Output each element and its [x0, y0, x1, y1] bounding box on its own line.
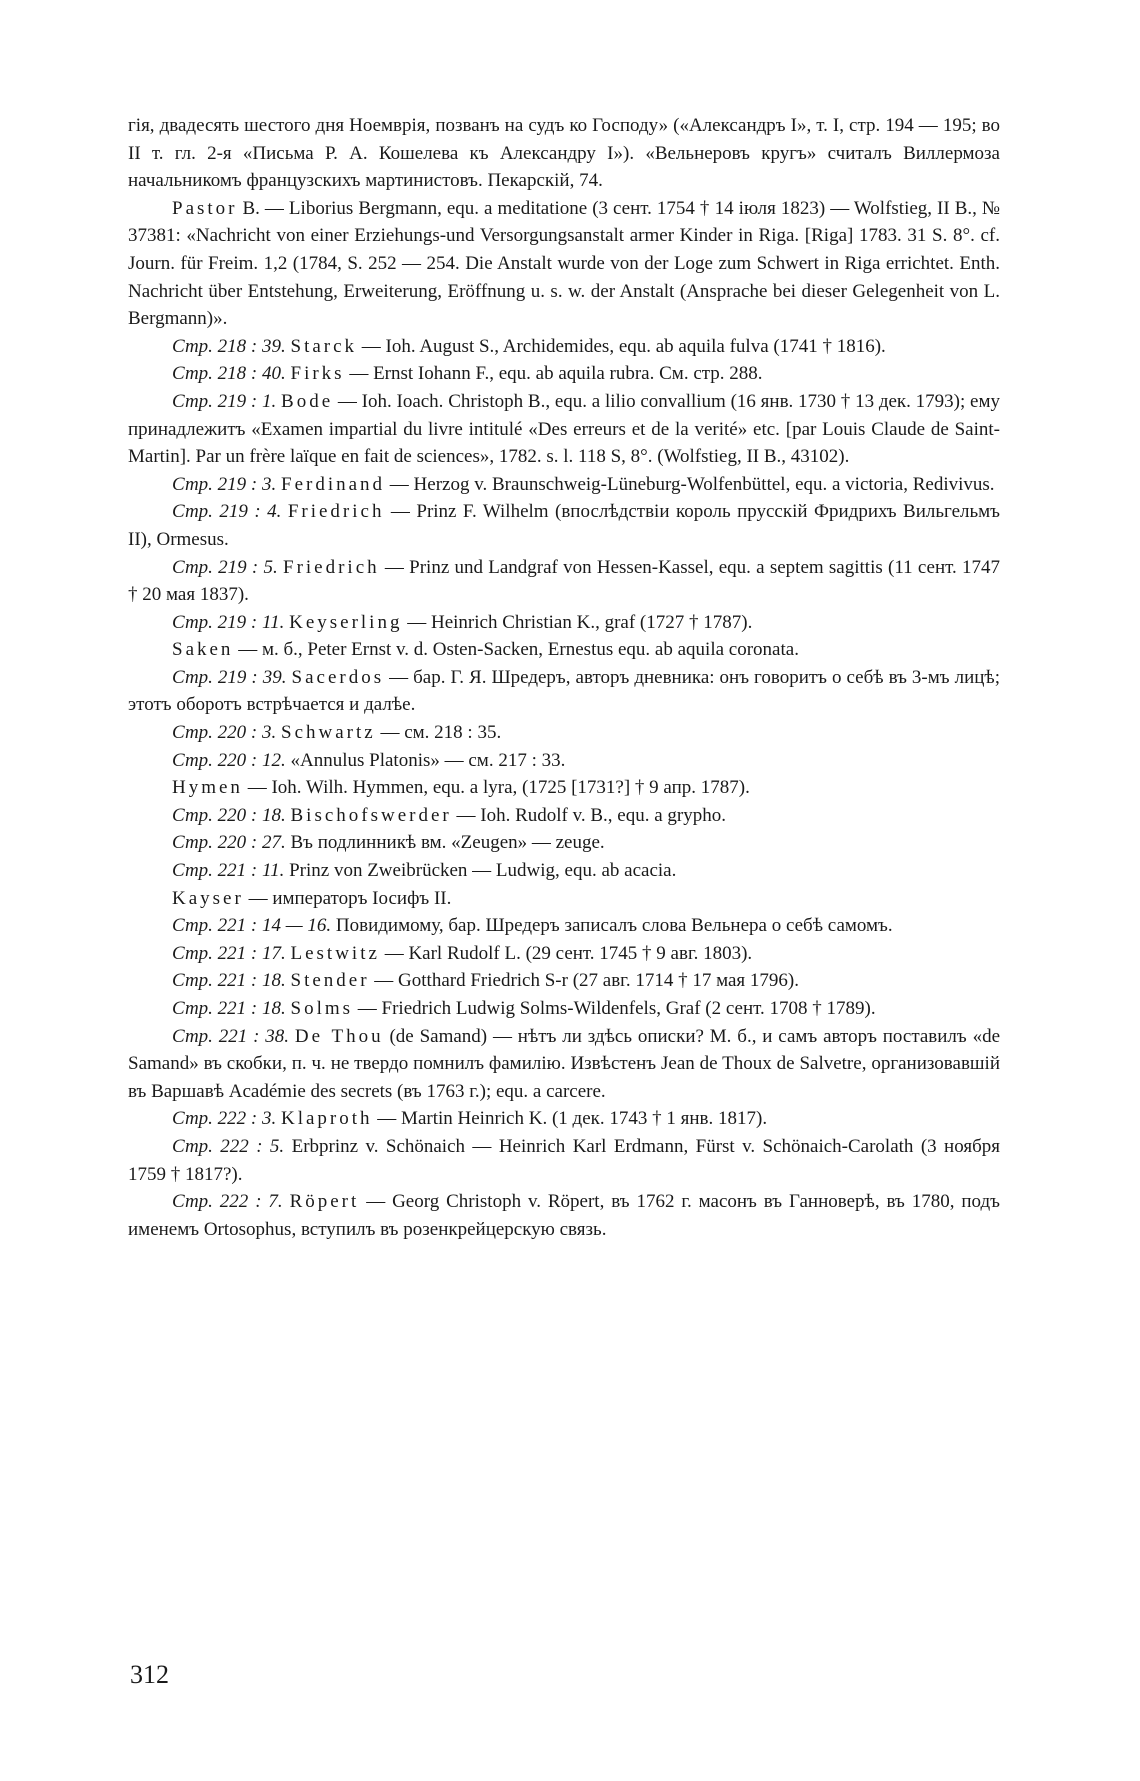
entry-text: — Karl Rudolf L. (29 сент. 1745 † 9 авг. 1803).	[379, 942, 753, 964]
page-reference: Стр. 222 : 3.	[172, 1108, 277, 1130]
paragraph	[128, 747, 1000, 775]
paragraph	[128, 885, 1000, 913]
paragraph	[128, 333, 1000, 361]
page-reference: Стр. 222 : 7.	[172, 1191, 283, 1213]
entry-name: Friedrich	[283, 556, 380, 578]
entry-text: — Ernst Iohann F., equ. ab aquila rubra. См. стр. 288.	[344, 363, 763, 385]
paragraph	[128, 1023, 1000, 1106]
entry-text: — Prinz und Landgraf von Hessen-Kassel, equ. a septem sagittis (11 сент. 1747 † 20 мая 1837).	[128, 556, 1001, 606]
entry-name: Sacerdos	[291, 666, 385, 688]
entry-text: Повидимому, бар. Шредеръ записалъ слова Вельнера о себѣ самомъ.	[335, 915, 893, 937]
page-reference: Стр. 221 : 18.	[172, 998, 286, 1019]
paragraph	[128, 829, 1000, 857]
entry-name: Lestwitz	[290, 942, 380, 964]
entry-text: — Herzog v. Braunschweig-Lüneburg-Wolfenbüttel, equ. a victoria, Redivivus.	[385, 473, 995, 495]
entry-name: Saken	[172, 639, 234, 661]
entry-text: — см. 218 : 35.	[375, 722, 502, 744]
paragraph	[128, 802, 1000, 830]
entry-text: — Gotthard Friedrich S-r (27 авг. 1714 † 17 мая 1796).	[369, 970, 799, 992]
entry-text: гія, двадесять шестого дня Ноемврія, позванъ на судъ ко Господу» («Александръ I», т. I, стр. 194 — 195; во II т. гл. 2-я «Письма Р. А. Кошелева къ Александру I»). «Вельнеровъ кругъ» считалъ Виллермоза начальникомъ французскихъ мартинистовъ. Пекарскій, 74.	[128, 115, 1000, 192]
page-reference: Стр. 221 : 17.	[172, 942, 286, 964]
entry-name: De Thou	[294, 1025, 384, 1047]
entry-text: Erbprinz v. Schönaich — Heinrich Karl Erdmann, Fürst v. Schönaich-Carolath (3 ноября 1759 † 1817?).	[128, 1135, 1000, 1185]
entry-name: Klaproth	[281, 1108, 373, 1130]
page-reference: Стр. 221 : 11.	[172, 860, 285, 882]
page-reference: Стр. 219 : 5.	[172, 556, 278, 578]
page-reference: Стр. 220 : 3.	[172, 722, 277, 744]
entry-name: Pastor	[172, 197, 238, 219]
paragraph	[128, 554, 1000, 609]
entry-name: Keyserling	[289, 611, 403, 633]
entry-name: Firks	[290, 363, 345, 385]
paragraph	[128, 967, 1000, 995]
paragraph	[128, 609, 1000, 637]
entry-name: Stender	[290, 970, 370, 992]
paragraph	[128, 360, 1000, 388]
entry-text: «Annulus Platonis» — см. 217 : 33.	[290, 749, 566, 771]
page-body-text	[128, 112, 1000, 1243]
page-number: 312	[130, 1660, 169, 1689]
entry-name: Bischofswerder	[290, 804, 452, 826]
paragraph	[128, 774, 1000, 802]
entry-text: (de Samand) — нѣтъ ли здѣсь описки? М. б., и самъ авторъ поставилъ «de Samand» въ скобки, п. ч. не твердо помнилъ фамилію. Извѣстенъ Jean de Thoux de Salvetre, организовавшій въ Варшавѣ Académie des secrets (въ 1763 г.); equ. a carcere.	[128, 1025, 1001, 1102]
entry-text: — Ioh. Rudolf v. B., equ. a grypho.	[451, 804, 726, 826]
paragraph	[128, 195, 1000, 333]
page-reference: Стр. 220 : 18.	[172, 804, 286, 826]
entry-name: Starck	[290, 335, 358, 357]
page-reference: Стр. 219 : 39.	[172, 666, 287, 688]
page-reference: Стр. 219 : 4.	[172, 501, 282, 523]
page-reference: Стр. 218 : 40.	[172, 363, 286, 385]
page-reference: Стр. 219 : 3.	[172, 473, 277, 495]
paragraph	[128, 1133, 1000, 1188]
paragraph	[128, 636, 1000, 664]
entry-text: — Ioh. Ioach. Christoph B., equ. a lilio convallium (16 янв. 1730 † 13 дек. 1793); ему принадлежитъ «Examen impartial du livre intitulé «Des erreurs et de la verité» etc. [par Louis Claude de Saint-Martin]. Par un frère laïque en fait de sciences», 1782. s. l. 118 S, 8°. (Wolfstieg, II B., 43102).	[128, 390, 1000, 468]
paragraph	[128, 995, 1000, 1023]
paragraph	[128, 498, 1000, 553]
entry-text: — Prinz F. Wilhelm (впослѣдствіи король прусскій Фридрихъ Вильгельмъ II), Ormesus.	[128, 501, 1001, 550]
page-reference: Стр. 220 : 27.	[172, 832, 286, 854]
entry-name: Bode	[281, 390, 334, 412]
page-reference: Стр. 218 : 39.	[172, 335, 286, 357]
entry-text: — императоръ Іосифъ II.	[243, 887, 452, 909]
paragraph	[128, 112, 1000, 195]
entry-name: Schwartz	[281, 722, 376, 744]
paragraph	[128, 940, 1000, 968]
entry-name: Röpert	[289, 1191, 360, 1213]
entry-text: — м. б., Peter Ernst v. d. Osten-Sacken, Ernestus equ. ab aquila coronata.	[233, 639, 799, 661]
entry-name: Solms	[290, 998, 354, 1019]
entry-text: Въ подлинникѣ вм. «Zeugen» — zeuge.	[290, 832, 605, 854]
entry-name: Ferdinand	[281, 473, 386, 495]
paragraph	[128, 1188, 1000, 1243]
entry-text: Prinz von Zweibrücken — Ludwig, equ. ab acacia.	[289, 860, 677, 882]
paragraph	[128, 912, 1000, 940]
page-reference: Стр. 219 : 1.	[172, 390, 277, 412]
entry-text: B. — Liborius Bergmann, equ. a meditatione (3 сент. 1754 † 14 іюля 1823) — Wolfstieg, II B., № 37381: «Nachricht von einer Erziehungs-und Versorgungsanstalt armer Kinder in Riga. [Riga] 1783. 31 S. 8°. cf. Journ. für Freim. 1,2 (1784, S. 252 — 254. Die Anstalt wurde von der Loge zum Schwert in Riga errichtet. Enth. Nachricht über Entstehung, Erweiterung, Eröffnung u. s. w. der Anstalt (Ansprache bei dieser Gelegenheit von L. Bergmann)».	[128, 197, 1000, 330]
page-reference: Стр. 222 : 5.	[172, 1135, 285, 1157]
page-reference: Стр. 221 : 18.	[172, 970, 286, 992]
page-reference: Стр. 221 : 14 — 16.	[172, 915, 332, 937]
entry-text: — Martin Heinrich K. (1 дек. 1743 † 1 янв. 1817).	[372, 1108, 768, 1130]
entry-text: — Heinrich Christian K., graf (1727 † 1787).	[402, 611, 753, 633]
entry-text: — бар. Г. Я. Шредеръ, авторъ дневника: онъ говоритъ о себѣ въ 3-мъ лицѣ; этотъ оборотъ встрѣчается и далѣе.	[128, 666, 1001, 716]
paragraph	[128, 388, 1000, 471]
paragraph	[128, 471, 1000, 499]
page-reference: Стр. 219 : 11.	[172, 611, 285, 633]
paragraph	[128, 664, 1000, 719]
entry-text: — Ioh. Wilh. Hymmen, equ. a lyra, (1725 [1731?] † 9 апр. 1787).	[242, 777, 750, 799]
entry-name: Hymen	[172, 777, 243, 799]
paragraph	[128, 857, 1000, 885]
entry-text: — Ioh. August S., Archidemides, equ. ab aquila fulva (1741 † 1816).	[357, 335, 886, 357]
paragraph	[128, 1105, 1000, 1133]
entry-name: Kayser	[172, 887, 244, 909]
page-reference: Стр. 220 : 12.	[172, 749, 286, 771]
page-reference: Стр. 221 : 38.	[172, 1025, 290, 1047]
paragraph	[128, 719, 1000, 747]
entry-name: Friedrich	[287, 501, 385, 523]
entry-text: — Georg Christoph v. Röpert, въ 1762 г. масонъ въ Ганноверѣ, въ 1780, подъ именемъ Ortosophus, вступилъ въ розенкрейцерскую связь.	[128, 1191, 1000, 1240]
entry-text: — Friedrich Ludwig Solms-Wildenfels, Graf (2 сент. 1708 † 1789).	[353, 998, 876, 1019]
